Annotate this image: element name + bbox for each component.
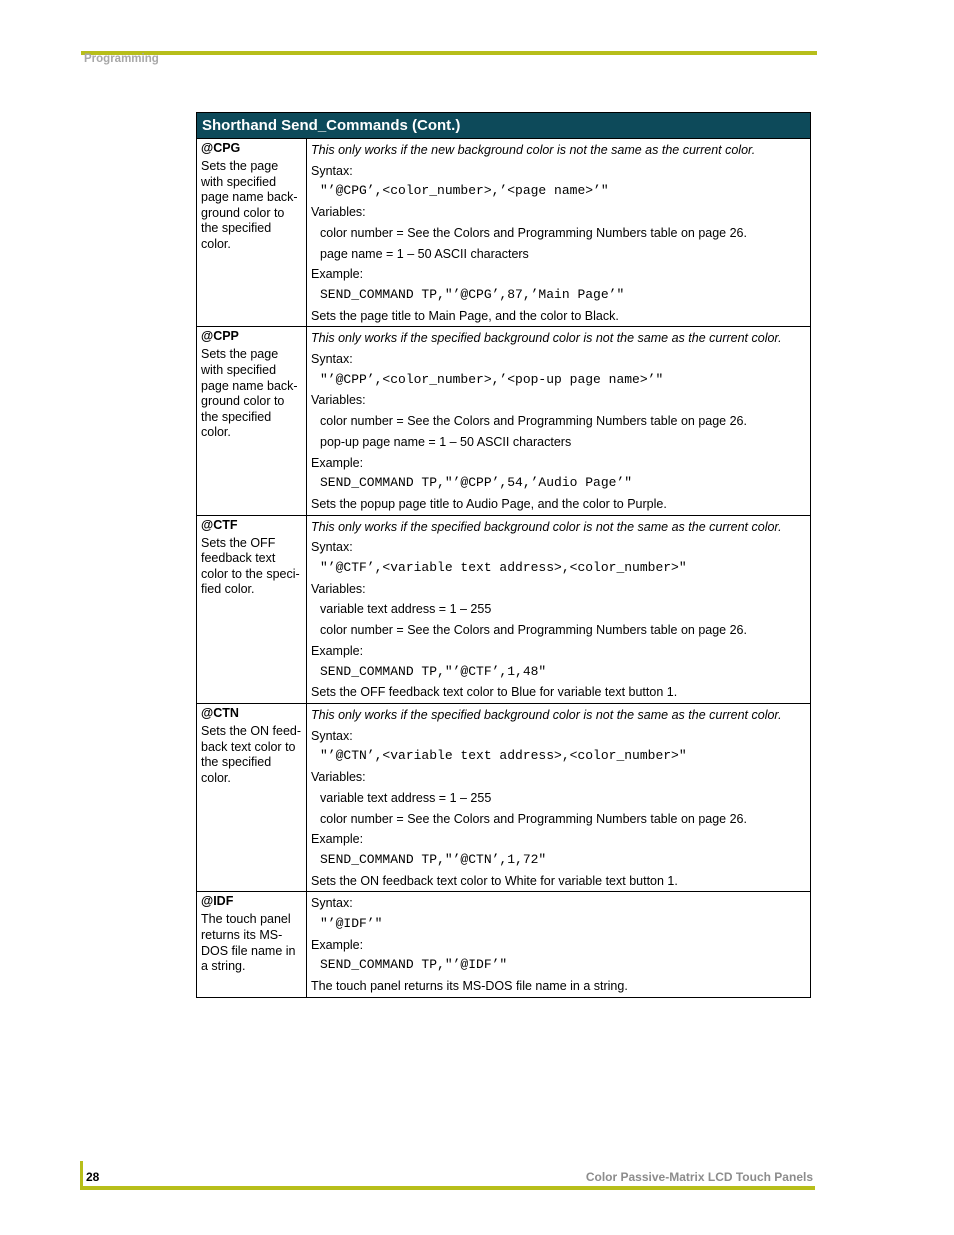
detail-line: color number = See the Colors and Programming Numbers table on page 26.: [320, 811, 747, 826]
detail-line: Syntax:: [311, 540, 353, 555]
command-name: @CPG: [201, 141, 241, 155]
detail-line: color number = See the Colors and Programming Numbers table on page 26.: [320, 623, 747, 638]
detail-line: "’@CTF’,<variable text address>,<color_number>": [320, 560, 687, 576]
detail-line: Variables:: [311, 205, 366, 220]
footer-rule: [80, 1186, 815, 1190]
table-row: [197, 891, 810, 997]
detail-line: variable text address = 1 – 255: [320, 790, 492, 805]
detail-line: This only works if the specified background color is not the same as the current color.: [311, 519, 782, 534]
footer-title: Color Passive-Matrix LCD Touch Panels: [585, 1170, 813, 1184]
command-cell: [197, 516, 307, 703]
detail-line: SEND_COMMAND TP,"’@CPP’,54,’Audio Page’": [320, 475, 633, 491]
detail-line: SEND_COMMAND TP,"’@IDF’": [320, 957, 508, 973]
table-title: Shorthand Send_Commands (Cont.): [197, 113, 810, 139]
detail-line: Example:: [311, 643, 364, 658]
detail-line: "’@CTN’,<variable text address>,<color_number>": [320, 748, 687, 764]
command-details: [307, 892, 810, 997]
detail-line: The touch panel returns its MS-DOS file name in a string.: [311, 979, 628, 994]
detail-line: Syntax:: [311, 163, 353, 178]
command-details: [307, 139, 810, 326]
command-description: Sets the OFF feedback text color to the speci-fied color.: [201, 535, 300, 597]
command-cell: [197, 327, 307, 514]
command-description: The touch panel returns its MS-DOS file name in a string.: [201, 912, 296, 974]
detail-line: "’@CPP’,<color_number>,’<pop-up page name>’": [320, 371, 664, 387]
detail-line: Example:: [311, 455, 364, 470]
command-details: [307, 516, 810, 703]
detail-line: SEND_COMMAND TP,"’@CPG’,87,’Main Page’": [320, 286, 625, 302]
detail-line: This only works if the specified background color is not the same as the current color.: [311, 331, 782, 346]
command-details: [307, 704, 810, 891]
page-number: 28: [86, 1170, 100, 1184]
table-row: [197, 326, 810, 514]
detail-line: Example:: [311, 937, 364, 952]
table-row: [197, 139, 810, 326]
detail-line: Example:: [311, 832, 364, 847]
detail-line: color number = See the Colors and Programming Numbers table on page 26.: [320, 414, 747, 429]
detail-line: Sets the ON feedback text color to White for variable text button 1.: [311, 873, 678, 888]
detail-line: Sets the page title to Main Page, and the color to Black.: [311, 308, 619, 323]
section-label: Programming: [84, 53, 159, 65]
detail-line: Sets the popup page title to Audio Page, and the color to Purple.: [311, 496, 667, 511]
detail-line: "’@CPG’,<color_number>,’<page name>’": [320, 183, 609, 199]
command-cell: [197, 139, 307, 326]
detail-line: Syntax:: [311, 352, 353, 367]
detail-line: SEND_COMMAND TP,"’@CTN’,1,72": [320, 851, 547, 867]
command-name: @IDF: [201, 894, 234, 909]
detail-line: Syntax:: [311, 728, 353, 743]
detail-line: Syntax:: [311, 896, 353, 911]
detail-line: This only works if the specified background color is not the same as the current color.: [311, 707, 782, 722]
detail-line: variable text address = 1 – 255: [320, 602, 492, 617]
command-description: Sets the ON feed-back text color to the specified color.: [201, 723, 302, 785]
command-description: Sets the page with specified page name back-ground color to the specified color.: [201, 347, 298, 440]
command-cell: [197, 704, 307, 891]
command-name: @CPP: [201, 329, 239, 344]
command-name: @CTN: [201, 705, 239, 720]
detail-line: Variables:: [311, 393, 366, 408]
table-row: [197, 515, 810, 703]
detail-line: Variables:: [311, 581, 366, 596]
detail-line: Example:: [311, 267, 364, 282]
header-rule: [81, 51, 817, 55]
detail-line: Variables:: [311, 770, 366, 785]
send-commands-table: [196, 112, 811, 998]
detail-line: Sets the OFF feedback text color to Blue for variable text button 1.: [311, 685, 678, 700]
detail-line: color number = See the Colors and Programming Numbers table on page 26.: [320, 225, 747, 240]
detail-line: This only works if the new background color is not the same as the current color.: [311, 143, 756, 157]
detail-line: page name = 1 – 50 ASCII characters: [320, 246, 529, 261]
detail-line: SEND_COMMAND TP,"’@CTF’,1,48": [320, 663, 547, 679]
detail-line: pop-up page name = 1 – 50 ASCII characters: [320, 434, 572, 449]
command-cell: [197, 892, 307, 997]
command-details: [307, 327, 810, 514]
table-row: [197, 703, 810, 891]
command-description: Sets the page with specified page name back-ground color to the specified color.: [201, 159, 298, 251]
detail-line: "’@IDF’": [320, 916, 383, 932]
command-name: @CTF: [201, 517, 238, 532]
